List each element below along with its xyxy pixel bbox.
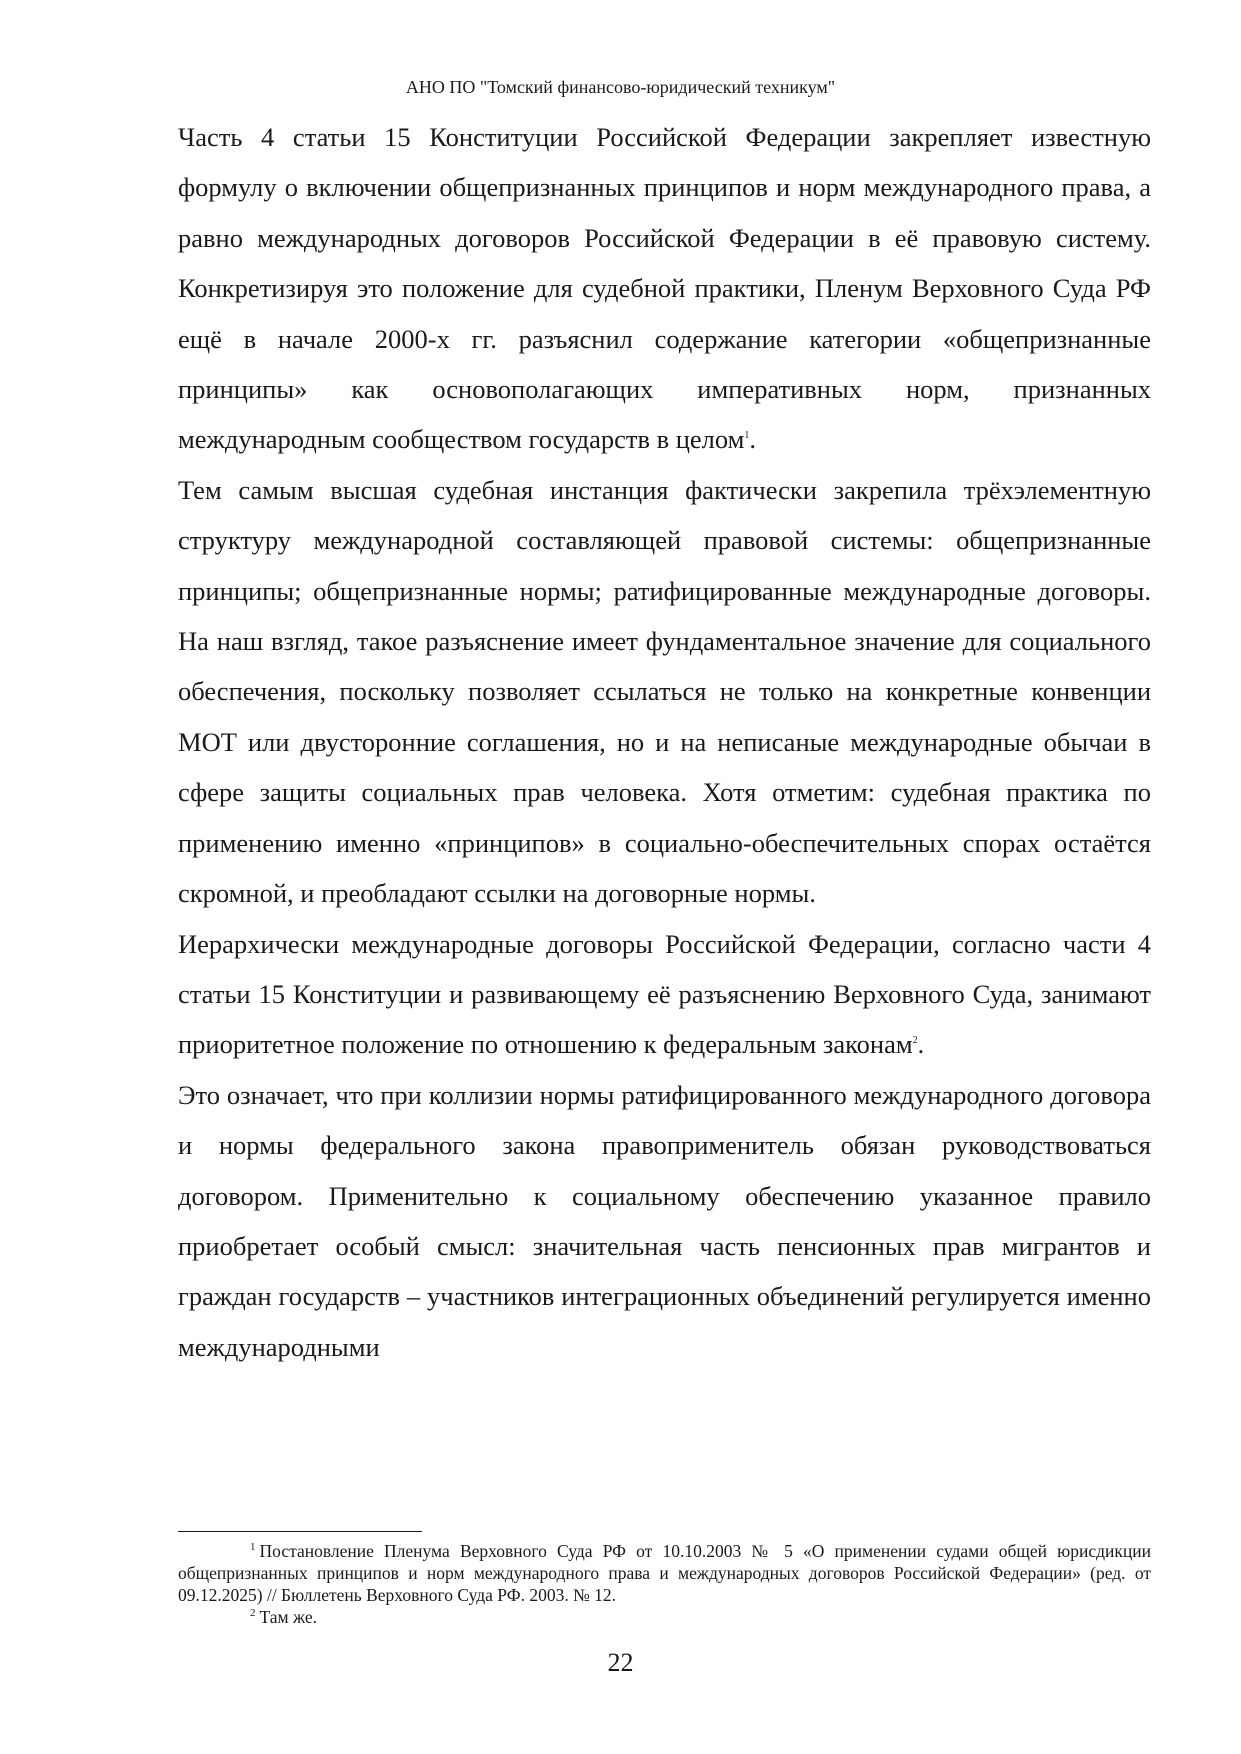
paragraph-1-tail: . <box>749 424 757 455</box>
paragraph-4: Это означает, что при коллизии нормы ратифицированного международного договора и нормы федерального закона правоприменитель обязан руководствоваться договором. Применительно к социальному обеспечению указанное правило приобретает особый смысл: значительная часть пенсионных прав мигрантов и граждан государств – участников интеграционных объединений регулируется именно международными <box>178 1079 1151 1362</box>
paragraph-3-tail: . <box>917 1029 925 1060</box>
footnote-ref-2[interactable]: 2 <box>912 1035 918 1047</box>
footnotes <box>178 1540 1151 1628</box>
footnote-text-2: Там же. <box>259 1607 317 1627</box>
footnote-number-1: 1 <box>250 1541 256 1554</box>
footnote-ref-1[interactable]: 1 <box>744 430 750 442</box>
main-text <box>178 112 1151 1372</box>
page-number: 22 <box>607 1648 634 1677</box>
paragraph-1 <box>178 112 1151 465</box>
paragraph-3 <box>178 919 1151 1070</box>
paragraph-2: Тем самым высшая судебная инстанция фактически закрепила трёхэлементную структуру международной составляющей правовой системы: общепризнанные принципы; общепризнанные нормы; ратифицированные международные договоры. На наш взгляд, такое разъяснение имеет фундаментальное значение для социального обеспечения, поскольку позволяет ссылаться не только на конкретные конвенции МОТ или двусторонние соглашения, но и на неписаные международные обычаи в сфере защиты социальных прав человека. Хотя отметим: судебная практика по применению именно «принципов» в социально-обеспечительных спорах остаётся скромной, и преобладают ссылки на договорные нормы. <box>178 474 1151 909</box>
footnote-1 <box>178 1540 1151 1606</box>
footnote-2 <box>178 1606 1151 1628</box>
paragraph-1-text: Часть 4 статьи 15 Конституции Российской Федерации закрепляет известную формулу о включении общепризнанных принципов и норм международного права, а равно международных договоров Российской Федерации в её правовую систему. Конкретизируя это положение для судебной практики, Пленум Верховного Суда РФ ещё в начале 2000-х гг. разъяснил содержание категории «общепризнанные принципы» как основополагающих императивных норм, признанных международным сообществом государств в целом <box>178 122 1151 455</box>
footnote-separator <box>178 1531 422 1532</box>
footnote-number-2: 2 <box>250 1607 256 1620</box>
footnote-text-1: Постановление Пленума Верховного Суда РФ от 10.10.2003 № 5 «О применении судами общей юрисдикции общепризнанных принципов и норм международного права и международных договоров Российской Федерации» (ред. от 09.12.2025) // Бюллетень Верховного Суда РФ. 2003. № 12. <box>178 1541 1151 1605</box>
paragraph-3-text: Иерархически международные договоры Российской Федерации, согласно части 4 статьи 15 Конституции и развивающему её разъяснению Верховного Суда, занимают приоритетное положение по отношению к федеральным законам <box>178 928 1151 1060</box>
page-header: АНО ПО "Томский финансово-юридический техникум" <box>405 77 836 97</box>
